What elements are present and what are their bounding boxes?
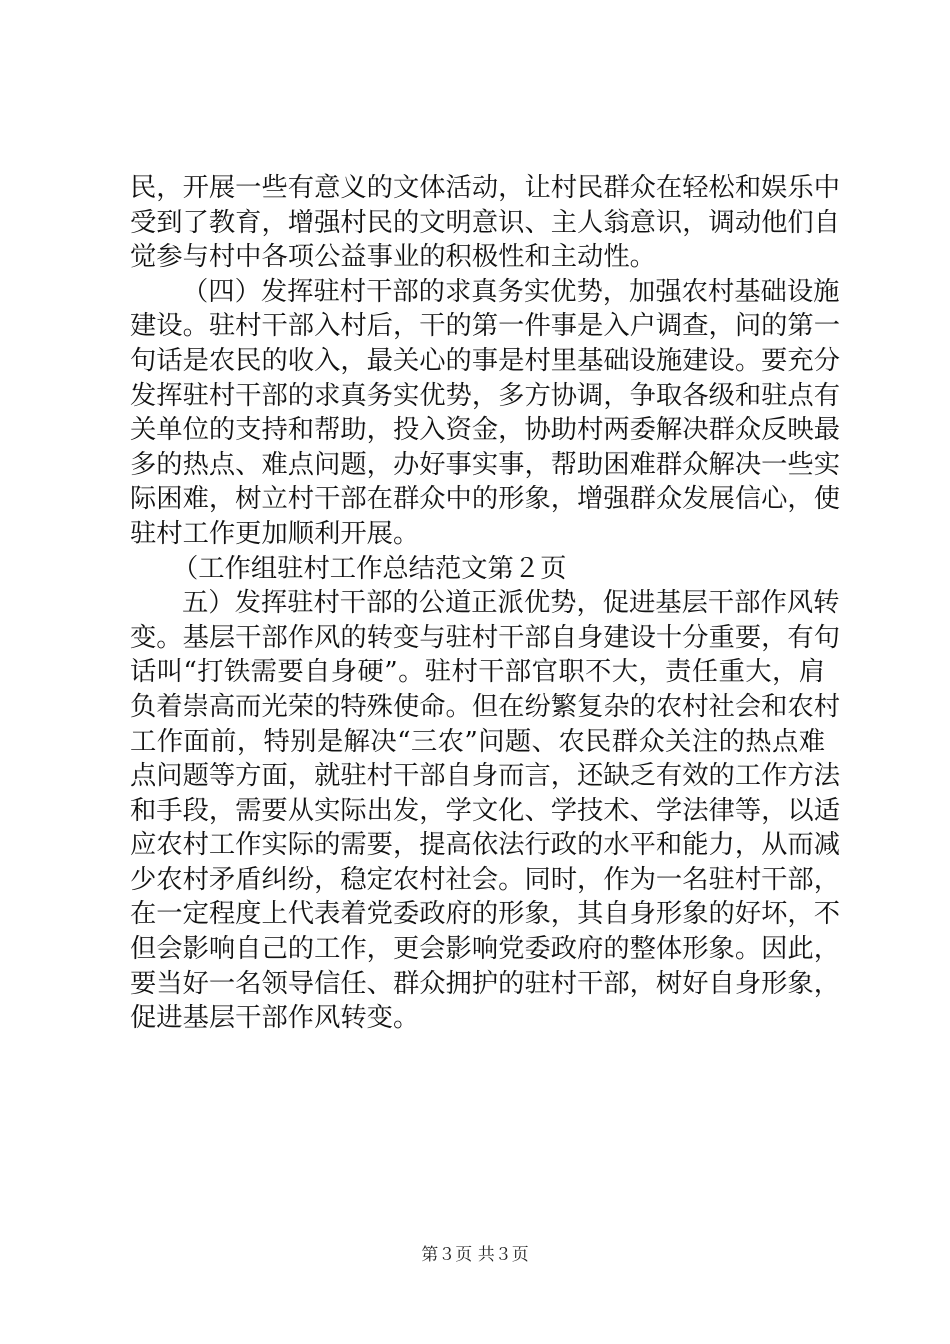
paragraph-continuation — [130, 171, 841, 275]
text-line: 驻村工作更加顺利开展。 — [130, 518, 420, 549]
paragraph-page-marker — [130, 552, 825, 587]
text-line: 受到了教育，增强村民的文明意识、主人翁意识，调动他们自 — [130, 207, 841, 238]
text-line: 建设。驻村干部入村后，干的第一件事是入户调查，问的第一 — [130, 311, 841, 342]
text-line: 发挥驻村干部的求真务实优势，多方协调，争取各级和驻点有 — [130, 380, 841, 411]
text-line: 应农村工作实际的需要，提高依法行政的水平和能力，从而减 — [130, 830, 841, 861]
text-line: 促进基层干部作风转变。 — [130, 1003, 420, 1034]
text-line: 话叫“打铁需要自身硬”。驻村干部官职不大，责任重大，肩 — [130, 657, 825, 688]
text-line: 和手段，需要从实际出发，学文化、学技术、学法律等，以适 — [130, 795, 841, 826]
document-body — [130, 171, 841, 1036]
text-line: 负着崇高而光荣的特殊使命。但在纷繁复杂的农村社会和农村 — [130, 691, 841, 722]
text-line: 变。基层干部作风的转变与驻村干部自身建设十分重要，有句 — [130, 622, 841, 653]
text-line: 句话是农民的收入，最关心的事是村里基础设施建设。要充分 — [130, 345, 841, 376]
text-line: 少农村矛盾纠纷，稳定农村社会。同时，作为一名驻村干部， — [130, 864, 841, 895]
text-line: （四）发挥驻村干部的求真务实优势，加强农村基础设施 — [182, 276, 840, 307]
text-line: 多的热点、难点问题，办好事实事，帮助困难群众解决一些实 — [130, 449, 841, 480]
text-line: 民，开展一些有意义的文体活动，让村民群众在轻松和娱乐中 — [130, 173, 841, 203]
text-line: 要当好一名领导信任、群众拥护的驻村干部，树好自身形象， — [130, 968, 841, 999]
paragraph-section-five — [130, 586, 841, 1036]
paragraph-section-four — [130, 275, 841, 552]
text-line: 点问题等方面，就驻村干部自身而言，还缺乏有效的工作方法 — [130, 761, 841, 792]
text-line: 但会影响自己的工作，更会影响党委政府的整体形象。因此， — [130, 934, 841, 965]
text-line: 工作面前，特别是解决“三农”问题、农民群众关注的热点难 — [130, 726, 825, 757]
text-line: 关单位的支持和帮助，投入资金，协助村两委解决群众反映最 — [130, 415, 841, 446]
text-line: 在一定程度上代表着党委政府的形象，其自身形象的好坏，不 — [130, 899, 841, 930]
text-line: 际困难，树立村干部在群众中的形象，增强群众发展信心，使 — [130, 484, 841, 515]
text-line: 觉参与村中各项公益事业的积极性和主动性。 — [130, 242, 656, 273]
page-number-footer: 第３页 共３页 — [421, 1245, 529, 1265]
text-line: （工作组驻村工作总结范文第２页 — [172, 553, 567, 584]
text-line: 五）发挥驻村干部的公道正派优势，促进基层干部作风转 — [182, 588, 840, 619]
